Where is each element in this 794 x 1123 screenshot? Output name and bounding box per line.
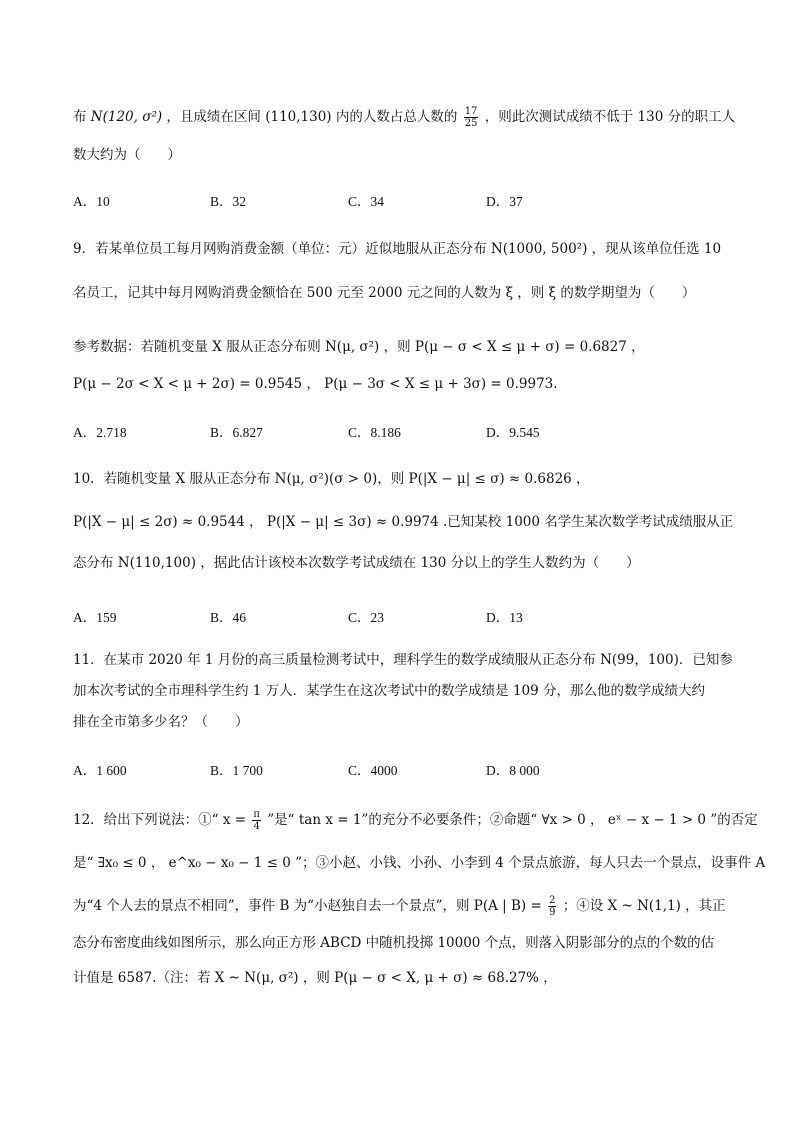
q12-line-3 <box>73 895 726 918</box>
q11-option-b: B．1 700 <box>210 763 263 778</box>
q8-line-1 <box>73 106 735 129</box>
q8-text-c: 内的人数占总人数的 <box>335 109 458 125</box>
q12-text-c: 为“4 个人去的景点不相同”，事件 B 为“小赵独自去一个景点”，则 P(A | B) = <box>73 898 542 914</box>
q10-line-3: 态分布 N(110,100) ，据此估计该校本次数学考试成绩在 130 分以上的学生人数约为（ ） <box>73 555 640 571</box>
q8-text-b: ，且成绩在区间 <box>166 109 261 125</box>
q12-text-b: ”是“ tan x = 1”的充分不必要条件；②命题“ ∀x > 0 ， eˣ − x − 1 > 0 ”的否定 <box>267 812 758 828</box>
q9-option-c: C．8.186 <box>348 425 401 440</box>
q9-reference-1: 参考数据：若随机变量 X 服从正态分布则 N(μ, σ²) ，则 P(μ − σ < X ≤ μ + σ) = 0.6827 ， <box>73 339 645 355</box>
q11-option-a: A．1 600 <box>73 763 127 778</box>
q11-option-c: C．4000 <box>348 763 398 778</box>
q12-line-5: 计值是 6587.（注：若 X ~ N(μ, σ²) ，则 P(μ − σ < X, μ + σ) ≈ 68.27% ， <box>73 970 557 986</box>
q10-line-1: 10．若随机变量 X 服从正态分布 N(μ, σ²)(σ > 0)，则 P(|X − μ| ≤ σ) ≈ 0.6826 ， <box>73 471 590 487</box>
q10-option-c: C．23 <box>348 610 385 625</box>
q8-fraction <box>464 106 479 129</box>
q9-reference-2: P(μ − 2σ < X < μ + 2σ) = 0.9545 ， P(μ − 3σ < X ≤ μ + 3σ) = 0.9973. <box>73 376 558 392</box>
q9-option-a: A．2.718 <box>73 425 127 440</box>
q8-line-2: 数大约为（ ） <box>73 147 181 163</box>
q12-fraction-pi-over-4 <box>252 809 261 832</box>
q12-fraction-2-over-9 <box>548 895 556 918</box>
q12-line-1 <box>73 809 758 832</box>
q12-fraction-numerator: π <box>253 809 260 820</box>
q9-line-1: 9．若某单位员工每月网购消费金额（单位：元）近似地服从正态分布 N(1000, 500²) ，现从该单位任选 10 <box>73 241 722 257</box>
q12-text-a: 12．给出下列说法：①“ x = <box>73 812 247 828</box>
q11-option-d: D．8 000 <box>486 763 540 778</box>
q11-line-1: 11．在某市 2020 年 1 月份的高三质量检测考试中，理科学生的数学成绩服从正态分布 N(99，100)．已知参 <box>73 652 733 668</box>
q12-fraction2-denominator: 9 <box>549 907 556 918</box>
q9-option-b: B．6.827 <box>210 425 263 440</box>
q12-line-2: 是“ ∃x₀ ≤ 0 ， e^x₀ − x₀ − 1 ≤ 0 ”；③小赵、小钱、小孙、小李到 4 个景点旅游，每人只去一个景点，设事件 A <box>73 855 766 871</box>
q9-option-d: D．9.545 <box>486 425 540 440</box>
q10-option-d: D．13 <box>486 610 523 625</box>
q8-text-d: ，则此次测试成绩不低于 130 分的职工人 <box>484 109 736 125</box>
q12-fraction2-numerator: 2 <box>549 895 556 906</box>
q8-option-b: B．32 <box>210 194 247 209</box>
q11-line-3: 排在全市第多少名？（ ） <box>73 714 249 730</box>
q10-option-a: A．159 <box>73 610 117 625</box>
q8-math-interval: (110,130) <box>265 109 332 125</box>
q11-line-2: 加本次考试的全市理科学生约 1 万人．某学生在这次考试中的数学成绩是 109 分，那么他的数学成绩大约 <box>73 683 706 699</box>
q10-option-b: B．46 <box>210 610 247 625</box>
q12-line-4: 态分布密度曲线如图所示，那么向正方形 ABCD 中随机投掷 10000 个点，则落入阴影部分的点的个数的估 <box>73 935 715 951</box>
q8-text-a: 布 <box>73 109 87 125</box>
q10-line-2: P(|X − μ| ≤ 2σ) ≈ 0.9544 ， P(|X − μ| ≤ 3σ) ≈ 0.9974 .已知某校 1000 名学生某次数学考试成绩服从正 <box>73 514 734 530</box>
q8-option-d: D．37 <box>486 194 523 209</box>
q8-math-distribution: N(120, σ²) <box>90 109 163 125</box>
q8-fraction-numerator: 17 <box>464 106 478 117</box>
q12-fraction-denominator: 4 <box>253 821 260 832</box>
q8-fraction-denominator: 25 <box>464 118 478 129</box>
q8-option-a: A．10 <box>73 194 110 209</box>
q12-text-d: ；④设 X ~ N(1,1) ，其正 <box>562 898 726 914</box>
q8-option-c: C．34 <box>348 194 385 209</box>
q9-line-2: 名员工，记其中每月网购消费金额恰在 500 元至 2000 元之间的人数为 ξ ，则 ξ 的数学期望为（ ） <box>73 285 696 301</box>
